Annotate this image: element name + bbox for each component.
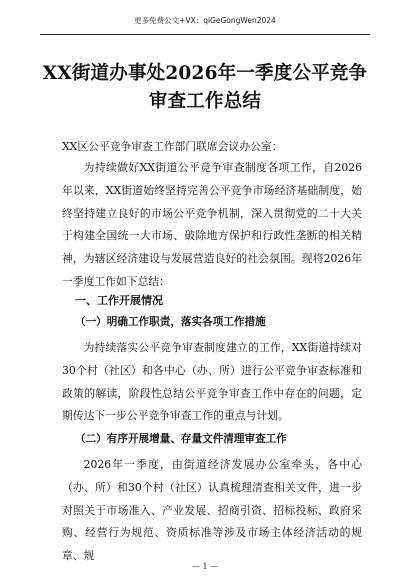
subsection-heading-2: （二）有序开展增量、存量文件清理审查工作 bbox=[75, 433, 287, 445]
document-title: XX街道办事处2026年一季度公平竞争审查工作总结 bbox=[42, 63, 368, 112]
subsection-2-paragraph: 2026年一季度，由街道经济发展办公室牵头，各中心（办、所）和30个村（社区）认真梳理清查相关文件，进一步对照关于市场准入、产业发展、招商引资、招标投标、政府采购、经营行为规范、资质标准等涉及市场主体经济活动的规章、规 bbox=[62, 458, 362, 563]
page-number: — 1 — bbox=[191, 562, 219, 571]
page-header bbox=[40, 0, 370, 35]
addressee: XX区公平竞争审查工作部门联席会议办公室： bbox=[62, 140, 283, 153]
subsection-heading-1: （一）明确工作职责，落实各项工作措施 bbox=[75, 316, 266, 328]
subsection-1-paragraph: 为持续落实公平竞争审查制度建立的工作，XX街道持续对30个村（社区）和各中心（办、所）进行公平竞争审查标准和政策的解读，阶段性总结公平竞争审查工作中存在的问题，定期传达下一步公平竞争审查工作的重点与计划。 bbox=[62, 341, 362, 423]
section-heading: 一、工作开展情况 bbox=[75, 294, 163, 307]
header-text: 更多免费公文+VX：qiGeGongWen2024 bbox=[134, 16, 276, 25]
intro-paragraph: 为持续做好XX街道公平竞争审查制度各项工作，自2026年以来，XX街道始终坚持完善公平竞争市场经济基础制度，始终坚持建立良好的市场公平竞争机制，深入贯彻党的二十大关于构建全国统一大市场、破除地方保护和行政性垄断的相关精神，为辖区经济建设与发展营造良好的社会氛围。现将2026年一季度工作如下总结： bbox=[62, 161, 362, 288]
